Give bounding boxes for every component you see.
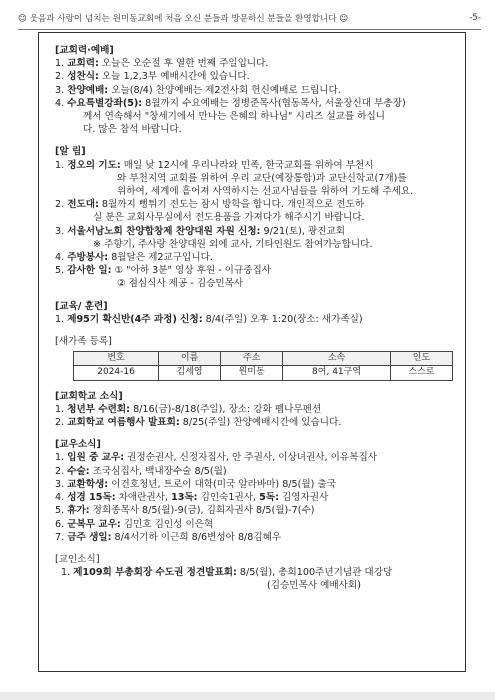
section-title: [교육/ 훈련] bbox=[55, 300, 108, 312]
table-row bbox=[74, 366, 453, 380]
page-header bbox=[18, 10, 481, 30]
header-welcome-text: ☺ 웃음과 사랑이 넘치는 원미동교회에 처음 오신 분들과 방문하신 분들을 환영합니다 ☺ bbox=[18, 14, 349, 24]
list-item: 1. 입원 중 교우: 권정순권사, 신정자집사, 안 주권사, 이상녀권사, 이유복집사 bbox=[55, 452, 377, 464]
list-item: 4. 수요특별강좌(5): 8월까지 수요예배는 정병준목사(협동목사, 서울장신대 부총장) bbox=[55, 97, 406, 109]
section-title: [교인소식] bbox=[55, 553, 100, 565]
list-item: 2. 전도대: 8월까지 뻥튀기 전도는 잠시 방학을 합니다. 개인적으로 전도하 bbox=[55, 199, 365, 211]
list-item: 5. 휴가: 정희종목사 8/5(월)-9(금), 김희자권사 8/5(월)-7(수) bbox=[55, 505, 315, 517]
list-item: 4. 주방봉사: 8월달은 제2교구입니다. bbox=[55, 252, 213, 264]
list-item-note: ※ 주향기, 주사랑 찬양대원 외에 교사, 기타인원도 참여가능합니다. bbox=[93, 238, 373, 250]
section-title: [교회학교 소식] bbox=[55, 390, 123, 402]
list-item: 3. 찬양예배: 오늘(8/4) 찬양예배는 제2전사회 헌신예배로 드립니다. bbox=[55, 84, 341, 96]
table-cell: 2024-16 bbox=[74, 366, 159, 380]
list-item-continuation: 위하여, 세계에 흩어져 사역하시는 선교사님들을 위하여 기도해 주세요. bbox=[117, 186, 414, 198]
list-item: 1. 제109회 부총회장 수도권 정견발표회: 8/5(월), 총회100주년기념관 대강당 bbox=[61, 567, 393, 579]
table-header-row bbox=[74, 352, 453, 366]
list-item: 5. 감사한 일: ① "아하 3분" 영상 후원 - 이규중집사 bbox=[55, 265, 272, 277]
list-item: 7. 금주 생일: 8/4서기하 이근희 8/6변성아 8/8김혜우 bbox=[55, 531, 282, 543]
section-title: [새가족 등록] bbox=[55, 336, 112, 348]
church-school-section bbox=[55, 390, 460, 430]
list-item: 3. 서울서남노회 찬양합창제 찬양대원 자원 신청: 9/21(토), 광진교회 bbox=[55, 225, 346, 237]
bulletin-content bbox=[55, 44, 460, 602]
new-family-section bbox=[55, 335, 460, 381]
list-item: 2. 성찬식: 오늘 1,2,3부 예배시간에 있습니다. bbox=[55, 71, 250, 83]
list-item-continuation: 실 분은 교회사무실에서 전도용품을 가져다가 해주시기 바랍니다. bbox=[93, 212, 365, 224]
education-section bbox=[55, 300, 460, 326]
list-item-continuation: 께서 연속해서 "창세기에서 만나는 은혜의 하나님" 시리즈 설교를 하십니 bbox=[83, 111, 385, 123]
list-item-continuation: 다. 많은 참석 바랍니다. bbox=[83, 124, 182, 136]
registration-table bbox=[73, 351, 453, 380]
table-cell: 김세영 bbox=[159, 366, 221, 380]
list-item-continuation: 와 부천지역 교회를 위하여 우리 교단(예장통합)과 교단신학교(7개)를 bbox=[117, 172, 407, 184]
list-item: 2. 수술: 조국심집사, 백내장수술 8/5(월) bbox=[55, 465, 227, 477]
section-title: [교회력·예배] bbox=[55, 45, 114, 56]
column-header: 주소 bbox=[221, 352, 283, 366]
list-item: 3. 교환학생: 이건호청년, 트로이 대학(미국 알라바마) 8/5(월) 출국 bbox=[55, 478, 336, 490]
list-item: 2. 교회학교 여름행사 발표회: 8/25(주일) 찬양예배시간에 있습니다. bbox=[55, 417, 342, 429]
list-item: 1. 청년부 수련회: 8/16(금)-8/18(주일), 장소: 강화 펨나무펜션 bbox=[55, 403, 322, 415]
table-cell: 8여, 41구역 bbox=[283, 366, 391, 380]
news-section bbox=[55, 145, 460, 290]
members-section bbox=[55, 438, 460, 544]
list-item: 6. 군복무 교우: 김민호 김인성 이은혁 bbox=[55, 518, 214, 530]
column-header: 이름 bbox=[159, 352, 221, 366]
list-item-continuation: ② 점심식사 제공 - 김승민목사 bbox=[117, 278, 244, 290]
list-item: 1. 교회력: 오늘은 오순절 후 열한 번째 주일입니다. bbox=[55, 58, 269, 70]
table-cell: 스스로 bbox=[390, 366, 452, 380]
column-header: 인도 bbox=[390, 352, 452, 366]
page-number: -5- bbox=[469, 13, 481, 23]
page-bottom-edge bbox=[0, 692, 495, 700]
list-item: 4. 성경 15독: 차애란권사, 13독: 김인숙1권사, 5독: 김영자권사 bbox=[55, 492, 329, 504]
list-item: 1. 제95기 확신반(4주 과정) 신청: 8/4(주일) 오후 1:20(장소: 새가족실) bbox=[55, 313, 363, 325]
calendar-section bbox=[55, 44, 460, 136]
column-header: 번호 bbox=[74, 352, 159, 366]
presbytery-section bbox=[55, 553, 460, 593]
column-header: 소속 bbox=[283, 352, 391, 366]
section-title: [알 림] bbox=[55, 146, 86, 158]
section-title: [교우소식] bbox=[55, 439, 101, 451]
table-cell: 원미동 bbox=[221, 366, 283, 380]
list-item: 1. 정오의 기도: 매일 낮 12시에 우리나라와 민족, 한국교회를 위하여 부천시 bbox=[55, 159, 374, 171]
list-item-continuation: (김승민목사 예배사회) bbox=[267, 580, 361, 592]
